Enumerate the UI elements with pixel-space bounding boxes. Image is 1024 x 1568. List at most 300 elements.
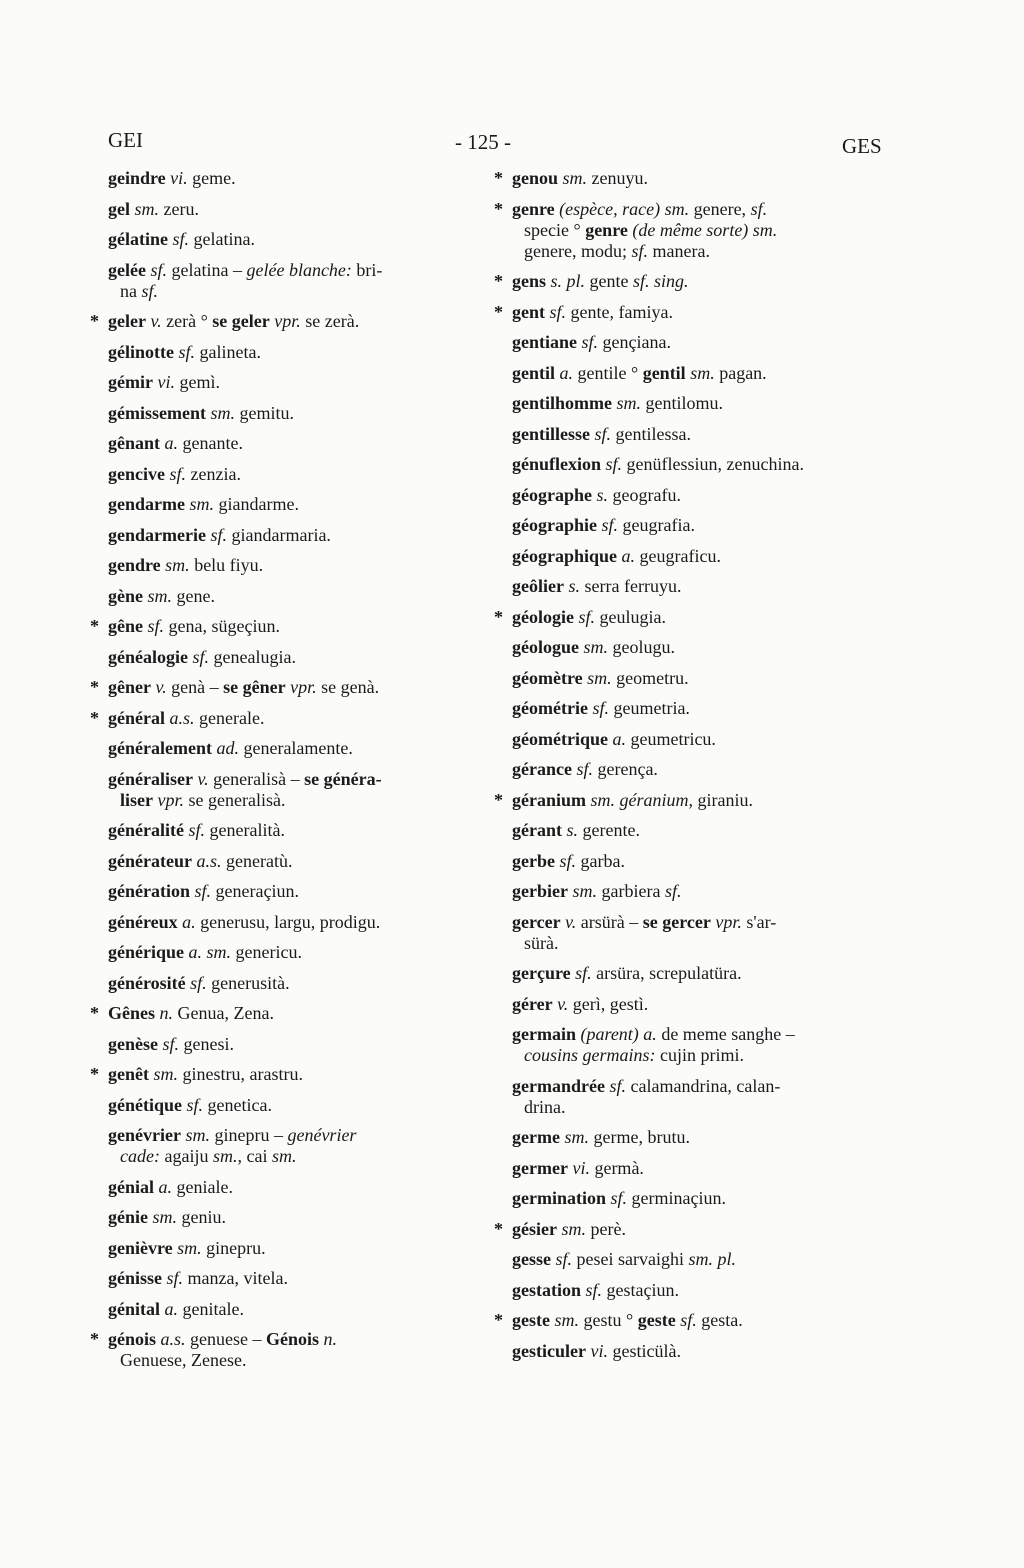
headword: gendarme [108, 494, 185, 514]
asterisk-mark: * [90, 616, 99, 636]
entry-line [108, 1064, 303, 1084]
translation-text: gestu [579, 1310, 626, 1330]
translation-text: generale. [194, 707, 265, 728]
headword: gent [512, 301, 545, 322]
grammar-label: sf. [631, 240, 648, 261]
entry-line [512, 393, 723, 413]
translation-text: genere, [689, 198, 751, 219]
entry-line [108, 168, 236, 188]
entry-line [108, 769, 382, 789]
headword: germandrée [512, 1075, 605, 1096]
entry-continuation [108, 281, 470, 302]
grammar-label: sf. [570, 963, 592, 983]
entry-continuation [108, 790, 470, 811]
headword: génuflexion [512, 454, 602, 474]
entry-line [108, 912, 380, 932]
dictionary-entry [108, 199, 470, 220]
grammar-label: sf. [597, 515, 619, 535]
translation-text: genere, modu; [524, 240, 632, 261]
dictionary-entry [90, 1003, 470, 1024]
dictionary-entry [512, 515, 884, 536]
dictionary-entry [108, 1177, 470, 1198]
headword: Gênes [108, 1003, 155, 1023]
translation-text: drina. [524, 1096, 566, 1117]
grammar-label: sf. [554, 850, 576, 871]
grammar-label: sf. [750, 198, 768, 219]
translation-text: se generalisà. [184, 789, 286, 810]
translation-text: Genua, Zena. [173, 1003, 274, 1023]
grammar-label: sm. pl. [688, 1249, 736, 1269]
translation-text: bri- [351, 259, 383, 280]
translation-text: ginepru. [201, 1237, 266, 1258]
grammar-label: vi. [165, 168, 188, 188]
dictionary-entry [512, 1158, 884, 1179]
translation-text: gena, sügeçiun. [164, 616, 280, 636]
header-right-guide-word: GES [842, 134, 882, 158]
translation-text: ° [200, 311, 208, 331]
headword: génital [108, 1298, 160, 1319]
entry-line [108, 1299, 244, 1319]
headword: gêne [108, 616, 143, 636]
grammar-label: vpr. [153, 789, 184, 810]
grammar-label: sm. [558, 168, 588, 188]
dictionary-entry [108, 168, 470, 189]
dictionary-entry [108, 912, 470, 933]
dictionary-entry [512, 820, 884, 841]
translation-text: gentilomu. [641, 393, 723, 413]
dictionary-entry [108, 403, 470, 424]
translation-text: genüflessiun, zenuchina. [622, 454, 804, 474]
headword: se geler [207, 311, 270, 331]
dictionary-entry [512, 1188, 884, 1209]
grammar-label: a.s. [191, 850, 222, 871]
headword: genre [580, 219, 628, 240]
grammar-label: sf. [187, 646, 209, 667]
translation-text: ginepru – [209, 1125, 288, 1145]
dictionary-entry [108, 738, 470, 759]
entry-line [512, 759, 658, 779]
dictionary-entry [108, 555, 470, 576]
entry-line [108, 738, 353, 758]
translation-text: geumetricu. [625, 728, 716, 749]
grammar-label: sf. [601, 454, 623, 474]
grammar-label: vpr. [710, 911, 742, 932]
translation-text: gentilessa. [611, 423, 691, 444]
translation-text: gençiana. [598, 332, 671, 352]
grammar-label: sf. [189, 881, 211, 901]
entry-line [512, 1249, 736, 1269]
entry-line [108, 311, 359, 331]
translation-text: ° [626, 1310, 634, 1330]
grammar-label: s. [563, 576, 580, 596]
asterisk-mark: * [494, 301, 503, 322]
grammar-label: a.s. [164, 707, 195, 728]
grammar-label: sf. [571, 759, 593, 779]
grammar-label: sm. [205, 402, 235, 423]
entry-line [512, 332, 671, 352]
dictionary-entry [108, 586, 470, 607]
dictionary-entry [90, 1329, 470, 1371]
headword: génisse [108, 1268, 162, 1288]
grammar-label: sf. [182, 1094, 204, 1115]
dictionary-entry [90, 707, 470, 729]
grammar-label: sm. [271, 1146, 297, 1166]
headword: geler [108, 311, 146, 331]
translation-text: zenzia. [186, 463, 241, 484]
dictionary-entry [108, 1207, 470, 1228]
dictionary-entry [108, 464, 470, 485]
headword: genièvre [108, 1237, 173, 1258]
dictionary-entry [494, 1310, 884, 1331]
grammar-label: v. [145, 311, 162, 331]
dictionary-entry [512, 424, 884, 445]
headword: générateur [108, 850, 192, 871]
grammar-label: sf. sing. [633, 271, 689, 291]
entry-line [108, 494, 299, 514]
dictionary-entry [108, 229, 470, 250]
translation-text: generatù. [221, 850, 293, 871]
dictionary-entry [512, 332, 884, 353]
headword: gérance [512, 759, 572, 779]
dictionary-entry [108, 851, 470, 872]
dictionary-entry [512, 881, 884, 902]
grammar-label: sf. [164, 463, 186, 484]
dictionary-entry [108, 494, 470, 515]
entry-line [512, 271, 689, 291]
headword: généraliser [108, 768, 193, 789]
entry-line [512, 668, 689, 688]
translation-text: pagan. [714, 362, 767, 383]
translation-text: generusità. [206, 972, 290, 993]
grammar-label: a. [177, 911, 196, 932]
entry-line [108, 942, 302, 962]
dictionary-entry [90, 311, 470, 332]
translation-text: cai [241, 1146, 272, 1166]
entry-line [108, 464, 241, 484]
headword: géographe [512, 484, 592, 505]
translation-text: gene. [172, 585, 215, 606]
entry-line [512, 1076, 780, 1096]
entry-line [108, 973, 290, 993]
translation-text: agaiju [159, 1146, 213, 1166]
entry-continuation [512, 241, 884, 262]
grammar-label: (de même sorte) sm. [627, 219, 778, 240]
grammar-label: sf. [551, 1249, 573, 1269]
translation-text: pesei sarvaighi [572, 1249, 689, 1269]
headword: se généra- [304, 768, 382, 789]
headword: gendarmerie [108, 524, 206, 545]
asterisk-mark: * [494, 168, 503, 188]
grammar-label: a. sm. [184, 942, 232, 962]
grammar-label: a. [555, 362, 573, 383]
dictionary-entry [108, 342, 470, 363]
translation-text: generalamente. [238, 738, 353, 758]
dictionary-entry [512, 485, 884, 506]
entry-line [512, 454, 804, 474]
grammar-label: sm. [160, 555, 190, 575]
translation-text: genericu. [231, 942, 302, 962]
headword: génération [108, 881, 190, 901]
headword: généalogie [108, 646, 188, 667]
translation-text: germà. [589, 1157, 644, 1178]
translation-text: ° [573, 219, 581, 240]
headword: géologue [512, 637, 579, 657]
entry-continuation [512, 1045, 884, 1066]
grammar-label: sf. [545, 301, 567, 322]
translation-text: geolugu. [608, 637, 676, 657]
asterisk-mark: * [494, 198, 503, 219]
headword: gémissement [108, 402, 206, 423]
translation-text: se genà. [316, 677, 380, 697]
dictionary-entry [108, 433, 470, 454]
entry-continuation [512, 1097, 884, 1118]
translation-text: gente [585, 271, 634, 291]
headword: générique [108, 942, 184, 962]
grammar-label: sm. [559, 1127, 589, 1147]
headword: géomètre [512, 667, 583, 688]
headword: genre [512, 198, 555, 219]
entry-continuation [108, 1350, 470, 1371]
grammar-label: sf. [141, 280, 159, 301]
grammar-label: sf. [675, 1310, 697, 1330]
headword: gentil [512, 362, 555, 383]
grammar-label: sm. géranium, [586, 789, 693, 810]
dictionary-entry [494, 789, 884, 811]
entry-line [108, 555, 263, 575]
headword: liser [120, 789, 153, 810]
translation-text: se zerà. [300, 311, 360, 331]
entry-line [108, 199, 199, 219]
entry-line [108, 1329, 337, 1349]
grammar-label: v. [192, 768, 209, 789]
grammar-label: sm. [148, 1207, 178, 1227]
headword: gerbe [512, 850, 555, 871]
grammar-label: sf. [664, 881, 682, 901]
dictionary-entry [494, 198, 884, 262]
translation-text: geometru. [611, 667, 689, 688]
translation-text: gemitu. [235, 402, 294, 423]
asterisk-mark: * [90, 1064, 99, 1084]
asterisk-mark: * [494, 789, 503, 810]
dictionary-entry [108, 769, 470, 811]
grammar-label: sf. [205, 524, 227, 545]
headword: gendre [108, 555, 161, 575]
entry-line [512, 485, 681, 505]
translation-text: cujin primi. [655, 1045, 744, 1065]
dictionary-entry [512, 576, 884, 597]
grammar-label: ad. [211, 738, 239, 758]
translation-text: specie [524, 219, 574, 240]
grammar-label: s. pl. [546, 271, 586, 291]
headword: gélatine [108, 229, 168, 249]
headword: gentillesse [512, 423, 590, 444]
translation-text: geumetria. [608, 698, 690, 718]
entry-continuation [512, 933, 884, 954]
translation-text: zerà [161, 311, 201, 331]
entry-line [512, 912, 776, 932]
grammar-label: vpr. [285, 677, 317, 697]
entry-line [512, 1219, 626, 1239]
headword: se gercer [642, 911, 711, 932]
entry-line [108, 616, 280, 636]
grammar-label: sf. [183, 820, 205, 840]
entry-line [108, 586, 215, 606]
grammar-label: s. [592, 484, 609, 505]
grammar-label: sf. [143, 616, 165, 636]
translation-text: giandarme. [214, 494, 299, 514]
headword: germain [512, 1024, 576, 1044]
asterisk-mark: * [494, 271, 503, 291]
dictionary-entry [512, 637, 884, 658]
dictionary-entry [108, 820, 470, 841]
grammar-label: v. [552, 993, 569, 1014]
entry-line [108, 1268, 288, 1288]
entry-line [108, 1095, 272, 1115]
entry-line [108, 372, 220, 392]
dictionary-entry [90, 616, 470, 637]
translation-text: de meme sanghe – [656, 1024, 795, 1044]
headword: gesse [512, 1249, 551, 1269]
translation-text: generalisà – [208, 768, 305, 789]
headword: géographique [512, 545, 618, 566]
dictionary-entry [108, 372, 470, 393]
entry-line [512, 576, 681, 596]
dictionary-entry [108, 525, 470, 546]
translation-text: genuese – [185, 1329, 267, 1349]
entry-line [108, 1003, 274, 1023]
entry-line [108, 1238, 266, 1258]
page-number: - 125 - [455, 130, 511, 154]
translation-text: geme. [187, 168, 236, 188]
entry-continuation [108, 1146, 470, 1167]
headword: géranium [512, 789, 586, 810]
entry-line [108, 820, 285, 840]
asterisk-mark: * [90, 1003, 99, 1023]
translation-text: gelatina. [189, 229, 255, 249]
headword: gelée [108, 259, 146, 280]
entry-line [512, 1158, 644, 1178]
translation-text: gente, famiya. [566, 301, 673, 322]
headword: gesticuler [512, 1340, 586, 1361]
grammar-label: a. [607, 728, 626, 749]
translation-text: perè. [586, 1218, 626, 1239]
grammar-label: vi. [585, 1340, 608, 1361]
translation-text: gerente. [578, 820, 640, 840]
translation-text: geniu. [177, 1207, 227, 1227]
headword: génial [108, 1176, 155, 1197]
dictionary-entry [512, 729, 884, 750]
translation-text: genesi. [179, 1033, 234, 1054]
translation-text: zeru. [159, 198, 199, 219]
headword: géométrie [512, 698, 588, 718]
dictionary-entry [512, 1024, 884, 1066]
grammar-label: sf. [606, 1188, 628, 1208]
headword: gens [512, 271, 547, 291]
headword: gentilhomme [512, 393, 612, 413]
dictionary-entry [90, 677, 470, 698]
asterisk-mark: * [90, 311, 99, 331]
dictionary-entry [108, 1299, 470, 1320]
headword: gélinotte [108, 341, 174, 362]
dictionary-entry [108, 647, 470, 668]
grammar-label: sm. [556, 1218, 586, 1239]
grammar-label: sf. [145, 259, 167, 280]
dictionary-entry [512, 1249, 884, 1270]
dictionary-entry [512, 1076, 884, 1118]
grammar-label: v. [150, 677, 167, 697]
translation-text: germinaçiun. [627, 1188, 726, 1208]
headword: gerbier [512, 881, 568, 901]
dictionary-entry [512, 912, 884, 954]
asterisk-mark: * [494, 606, 503, 627]
entry-line [512, 851, 625, 871]
translation-text: Genuese, Zenese. [120, 1350, 247, 1370]
headword: gentil [638, 362, 686, 383]
grammar-label: sm. [130, 198, 160, 219]
translation-text: gentile [573, 362, 631, 383]
entry-line [512, 963, 742, 983]
translation-text: germe, brutu. [588, 1127, 690, 1147]
grammar-label: sm. [582, 667, 612, 688]
dictionary-entry [108, 942, 470, 963]
dictionary-entry [90, 1064, 470, 1085]
dictionary-entry [494, 271, 884, 292]
asterisk-mark: * [494, 1310, 503, 1330]
grammar-label: a. [160, 1298, 178, 1319]
translation-text: manera. [647, 240, 710, 261]
headword: gênant [108, 433, 161, 453]
grammar-label: vi. [567, 1157, 590, 1178]
entry-line [512, 199, 767, 219]
dictionary-entry [108, 881, 470, 902]
dictionary-entry [512, 994, 884, 1015]
translation-text: gesticülà. [607, 1340, 681, 1361]
entry-line [108, 677, 379, 697]
grammar-label: genévrier [287, 1125, 357, 1145]
headword: geindre [108, 168, 166, 188]
asterisk-mark: * [90, 707, 99, 728]
entry-line [512, 607, 666, 627]
entry-line [512, 698, 690, 718]
translation-text: genetica. [203, 1094, 272, 1115]
entry-line [512, 1127, 690, 1147]
grammar-label: vi. [152, 372, 175, 392]
entry-line [108, 525, 331, 545]
headword: géographie [512, 515, 597, 535]
headword: gérant [512, 820, 562, 840]
translation-text: manza, vitela. [183, 1268, 288, 1288]
entry-line [512, 1280, 679, 1300]
dictionary-entry [512, 668, 884, 689]
entry-line [512, 994, 648, 1014]
headword: géométrique [512, 728, 608, 749]
headword: géologie [512, 606, 574, 627]
grammar-label: sm. [567, 881, 597, 901]
grammar-label: sf. [587, 698, 609, 718]
headword: germer [512, 1157, 568, 1178]
headword: germination [512, 1188, 606, 1208]
grammar-label: (parent) a. [575, 1024, 657, 1044]
translation-text: garba. [576, 850, 625, 871]
grammar-label: a. [617, 545, 636, 566]
translation-text: calamandrina, calan- [625, 1075, 781, 1096]
translation-text: genitale. [178, 1298, 244, 1319]
grammar-label: sf. [577, 332, 599, 352]
grammar-label: sm. [143, 585, 173, 606]
entry-line [108, 433, 243, 453]
grammar-label: gelée blanche: [246, 259, 352, 280]
translation-text: gestaçiun. [602, 1279, 679, 1300]
